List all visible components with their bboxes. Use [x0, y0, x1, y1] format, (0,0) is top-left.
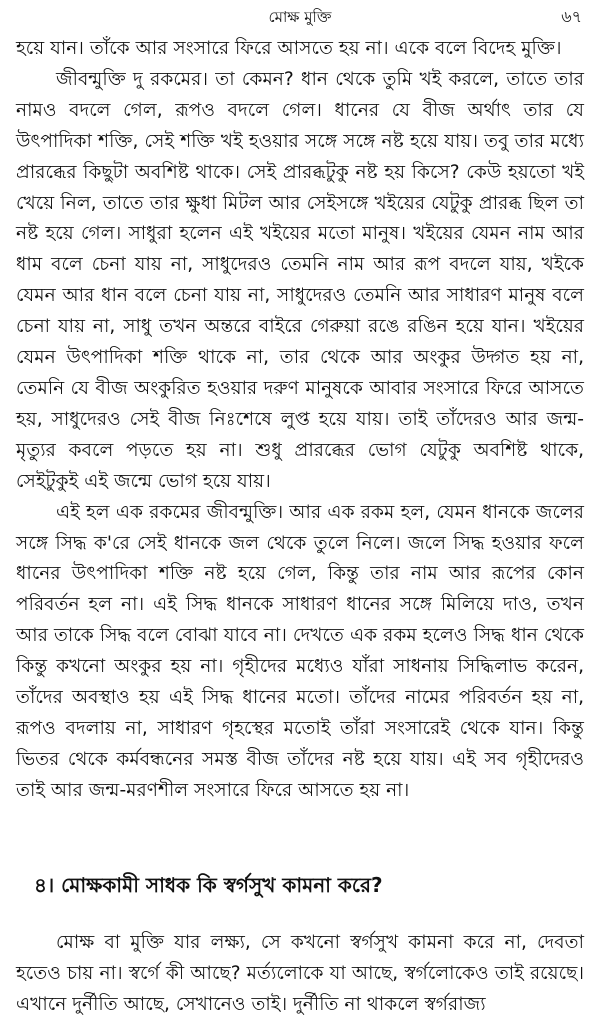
running-header — [0, 6, 600, 30]
paragraph-jivanmukti-types: জীবন্মুক্তি দু রকমের। তা কেমন? ধান থেকে তুমি খই করলে, তাতে তার নামও বদলে গেল, রূপও বদলে গেল। ধানের যে বীজ অর্থাৎ তার যে উৎপাদিকা শক্তি, সেই শক্তি খই হওয়ার সঙ্গে সঙ্গে নষ্ট হয়ে যায়। তবু তার মধ্যে প্রারব্ধের কিছুটা অবশিষ্ট থাকে। সেই প্রারব্ধটুকু নষ্ট হয় কিসে? কেউ হয়তো খই খেয়ে নিল, তাতে তার ক্ষুধা মিটল আর সেইসঙ্গে খইয়ের যেটুকু প্রারব্ধ ছিল তা নষ্ট হয়ে গেল। সাধুরা হলেন এই খইয়ের মতো মানুষ। খইয়ের যেমন নাম আর ধাম বলে চেনা যায় না, সাধুদেরও তেমনি নাম আর রূপ বদলে যায়, খইকে যেমন আর ধান বলে চেনা যায় না, সাধুদেরও তেমনি আর সাধারণ মানুষ বলে চেনা যায় না, সাধু তখন অন্তরে বাইরে গেরুয়া রঙে রঙিন হয়ে যান। খইয়ের যেমন উৎপাদিকা শক্তি থাকে না, তার থেকে আর অংকুর উদ্গত হয় না, তেমনি যে বীজ অংকুরিত হওয়ার দরুণ মানুষকে আবার সংসারে ফিরে আসতে হয়, সাধুদেরও সেই বীজ নিঃশেষে লুপ্ত হয়ে যায়। তাই তাঁদেরও আর জন্ম-মৃত্যুর কবলে পড়তে হয় না। শুধু প্রারব্ধের ভোগ যেটুকু অবশিষ্ট থাকে, সেইটুকুই এই জন্মে ভোগ হয়ে যায়। — [16, 68, 585, 492]
question-heading: ৪। মোক্ষকামী সাধক কি স্বর্গসুখ কামনা করে? — [34, 873, 383, 897]
body-text — [16, 34, 584, 807]
answer-text — [16, 928, 584, 1021]
paragraph-boiled-paddy: এই হল এক রকমের জীবন্মুক্তি। আর এক রকম হল, যেমন ধানকে জলের সঙ্গে সিদ্ধ ক'রে সেই ধানকে জল থেকে তুলে নিলে। জলে সিদ্ধ হওয়ার ফলে ধানের উৎপাদিকা শক্তি নষ্ট হয়ে গেল, কিন্তু তার নাম আর রূপের কোন পরিবর্তন হল না। এই সিদ্ধ ধানকে সাধারণ ধানের সঙ্গে মিলিয়ে দাও, তখন আর তাকে সিদ্ধ বলে বোঝা যাবে না। দেখতে এক রকম হলেও সিদ্ধ ধান থেকে কিন্তু কখনো অংকুর হয় না। গৃহীদের মধ্যেও যাঁরা সাধনায় সিদ্ধিলাভ করেন, তাঁদের অবস্থাও হয় এই সিদ্ধ ধানের মতো। তাঁদের নামের পরিবর্তন হয় না, রূপও বদলায় না, সাধারণ গৃহস্থের মতোই তাঁরা সংসারেই থেকে যান। কিন্তু ভিতর থেকে কর্মবন্ধনের সমস্ত বীজ তাঁদের নষ্ট হয়ে যায়। এই সব গৃহীদেরও তাই আর জন্ম-মরণশীল সংসারে ফিরে আসতে হয় না। — [16, 501, 584, 801]
paragraph-continuation: হয়ে যান। তাঁকে আর সংসারে ফিরে আসতে হয় না। একে বলে বিদেহ মুক্তি। — [16, 38, 562, 59]
chapter-title: মোক্ষ মুক্তি — [268, 8, 332, 26]
page-number: ৬৭ — [561, 7, 582, 26]
paragraph-answer: মোক্ষ বা মুক্তি যার লক্ষ্য, সে কখনো স্বর্গসুখ কামনা করে না, দেবতা হতেও চায় না। স্বর্গে কী আছে? মর্ত্যলোকে যা আছে, স্বর্গলোকেও তাই রয়েছে। এখানে দুর্নীতি আছে, সেখানেও তাই। দুর্নীতি না থাকলে স্বর্গরাজ্য — [16, 932, 584, 1015]
